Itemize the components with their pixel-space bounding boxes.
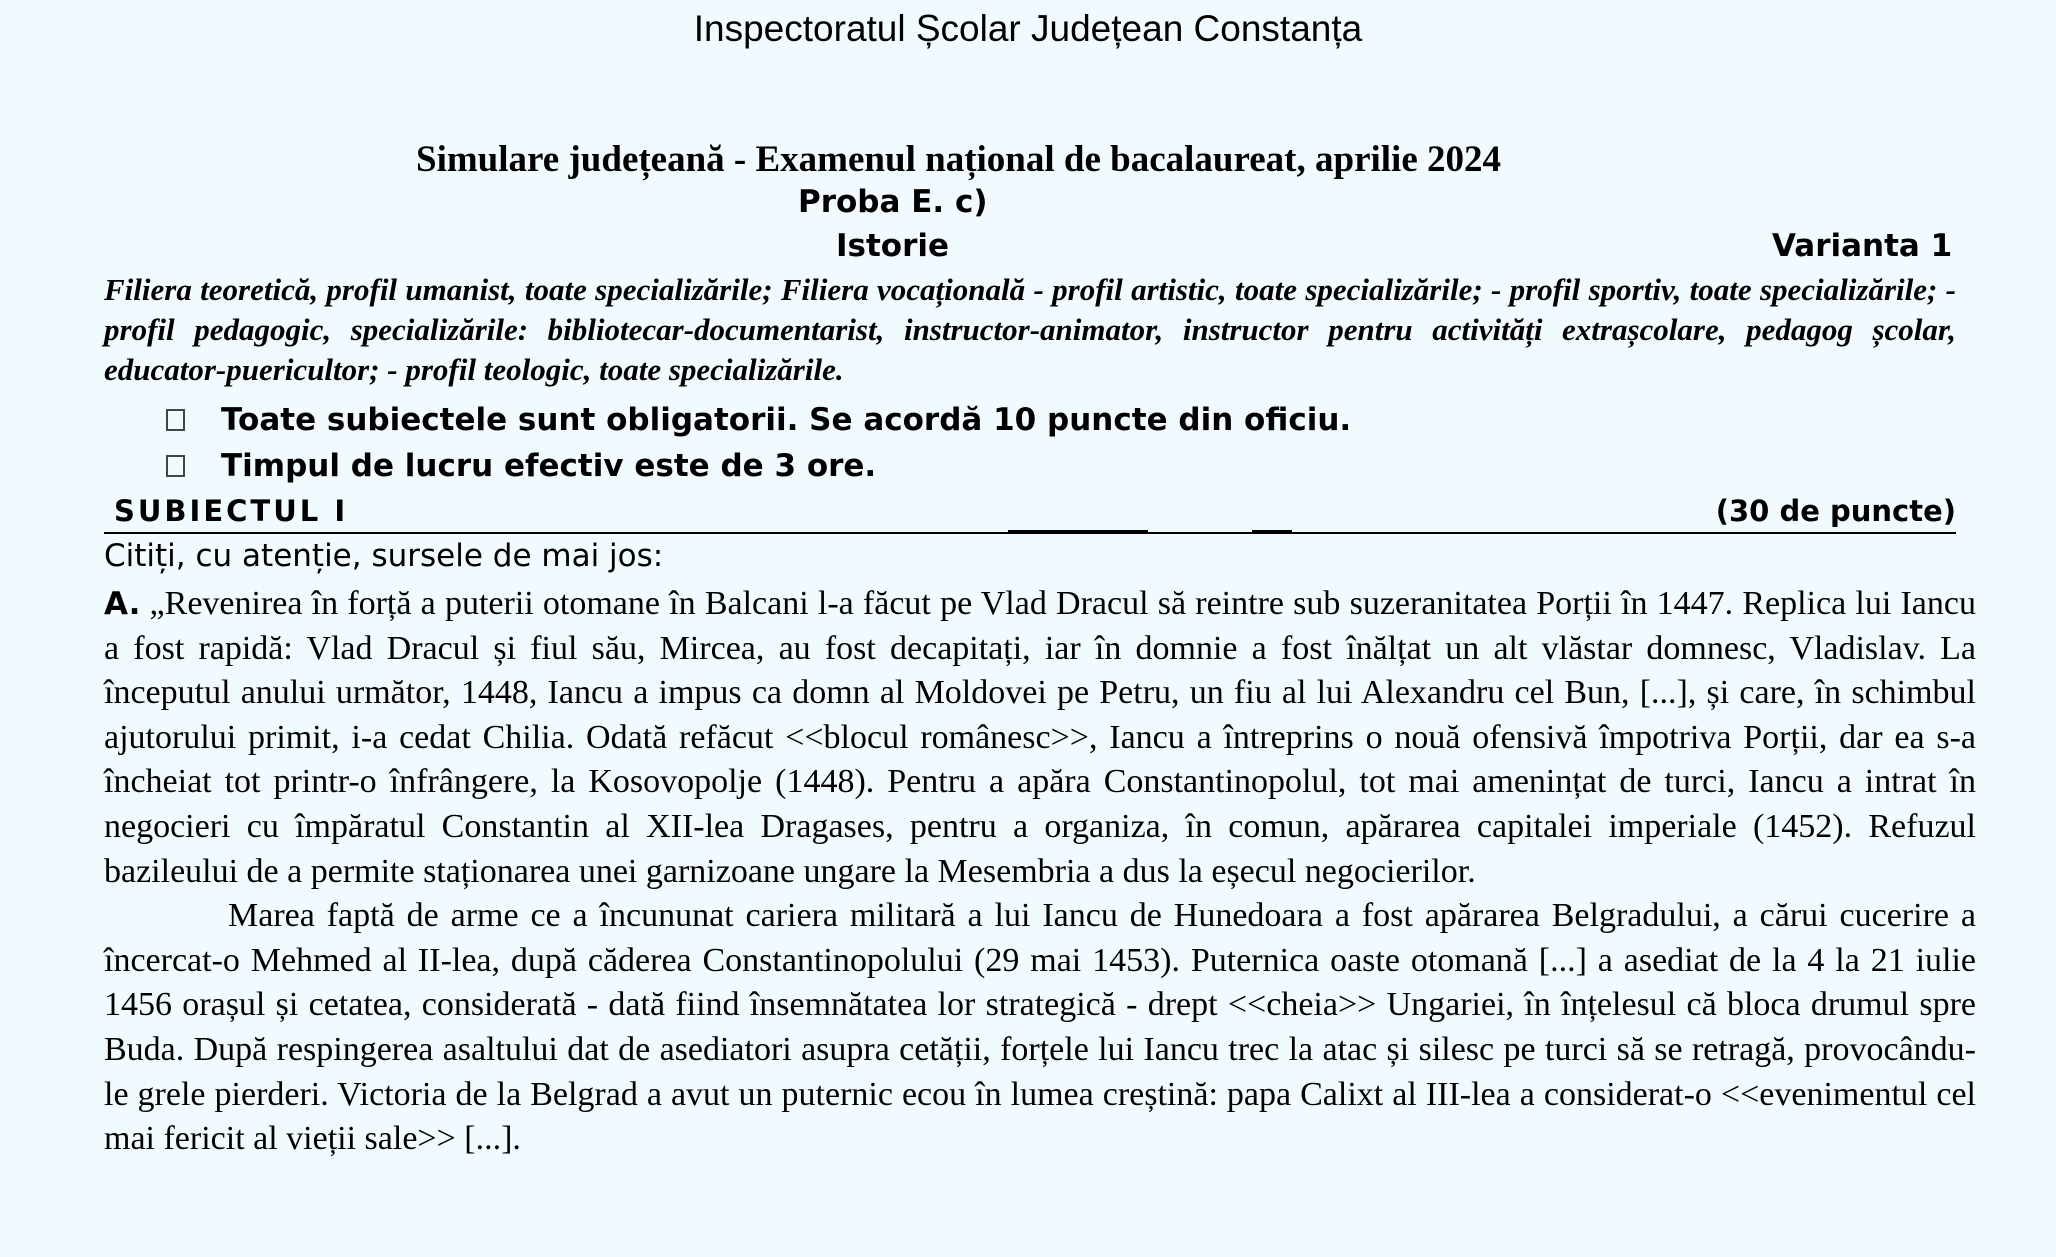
blank-line <box>1252 492 1292 533</box>
source-a-paragraph-1 <box>104 582 1976 894</box>
instructions-text: Citiți, cu atenție, sursele de mai jos: <box>104 538 664 574</box>
exam-subject: Istorie <box>836 228 950 264</box>
exam-title: Simulare județeană - Examenul național de bacalaureat, aprilie 2024 <box>416 139 1502 180</box>
blank-line <box>1008 492 1148 533</box>
exam-variant: Varianta 1 <box>1772 228 1953 264</box>
rule-text: Timpul de lucru efectiv este de 3 ore. <box>221 448 877 484</box>
checkbox-icon <box>166 455 185 477</box>
filiera-description: Filiera teoretică, profil umanist, toate specializările; Filiera vocațională - profil artistic, toate specializările; - profil sportiv, toate specializările; - profil pedagogic, specializările: bibliotecar-documentarist, instructor-animator, instructor pentru activități extrașcolare, pedagog școlar, educator-puericultor; - profil teologic, toate specializările. <box>104 272 1956 387</box>
exam-proba: Proba E. c) <box>798 184 988 220</box>
source-a-label: A. <box>104 586 141 622</box>
rule-text: Toate subiectele sunt obligatorii. Se acordă 10 puncte din oficiu. <box>221 402 1352 438</box>
rule-item <box>166 448 876 484</box>
rule-item <box>166 402 1351 438</box>
source-a-paragraph-2: Marea faptă de arme ce a încununat cariera militară a lui Iancu de Hunedoara a fost apărarea Belgradului, a cărui cucerire a încercat-o Mehmed al II-lea, după căderea Constantinopolului (29 mai 1453). Puternica oaste otomană [...] a asediat de la 4 la 21 iulie 1456 orașul și cetatea, considerată - dată fiind însemnătatea lor strategică - drept <<cheia>> Ungariei, în înțelesul că bloca drumul spre Buda. După respingerea asaltului dat de asediatori asupra cetății, forțele lui Iancu trec la atac și silesc pe turci să se retragă, provocându-le grele pierderi. Victoria de la Belgrad a avut un puternic ecou în lumea creștină: papa Calixt al III-lea a considerat-o <<evenimentul cel mai fericit al vieții sale>> [...]. <box>104 897 1976 1158</box>
checkbox-icon <box>166 409 185 431</box>
section-heading <box>104 492 1956 534</box>
institution-header: Inspectoratul Școlar Județean Constanța <box>693 8 1363 49</box>
source-a-text <box>104 582 1976 1162</box>
section-label: SUBIECTUL I <box>114 494 349 528</box>
paragraph-text: „Revenirea în forță a puterii otomane în Balcani l-a făcut pe Vlad Dracul să reintre sub suzeranitatea Porții în 1447. Replica lui Iancu a fost rapidă: Vlad Dracul și fiul său, Mircea, au fost decapitați, iar în domnie a fost înălțat un alt vlăstar domnesc, Vladislav. La începutul anului următor, 1448, Iancu a impus ca domn al Moldovei pe Petru, un fiu al lui Alexandru cel Bun, [...], și care, în schimbul ajutorului primit, i-a cedat Chilia. Odată refăcut <<blocul românesc>>, Iancu a întreprins o nouă ofensivă împotriva Porții, dar ea s-a încheiat tot printr-o înfrângere, la Kosovopolje (1448). Pentru a apăra Constantinopolul, tot mai amenințat de turci, Iancu a intrat în negocieri cu împăratul Constantin al XII-lea Dragases, pentru a organiza, în comun, apărarea capitalei imperiale (1452). Refuzul bazileului de a permite staționarea unei garnizoane ungare la Mesembria a dus la eșecul negocierilor. <box>104 585 1976 890</box>
section-points: (30 de puncte) <box>1715 494 1956 528</box>
